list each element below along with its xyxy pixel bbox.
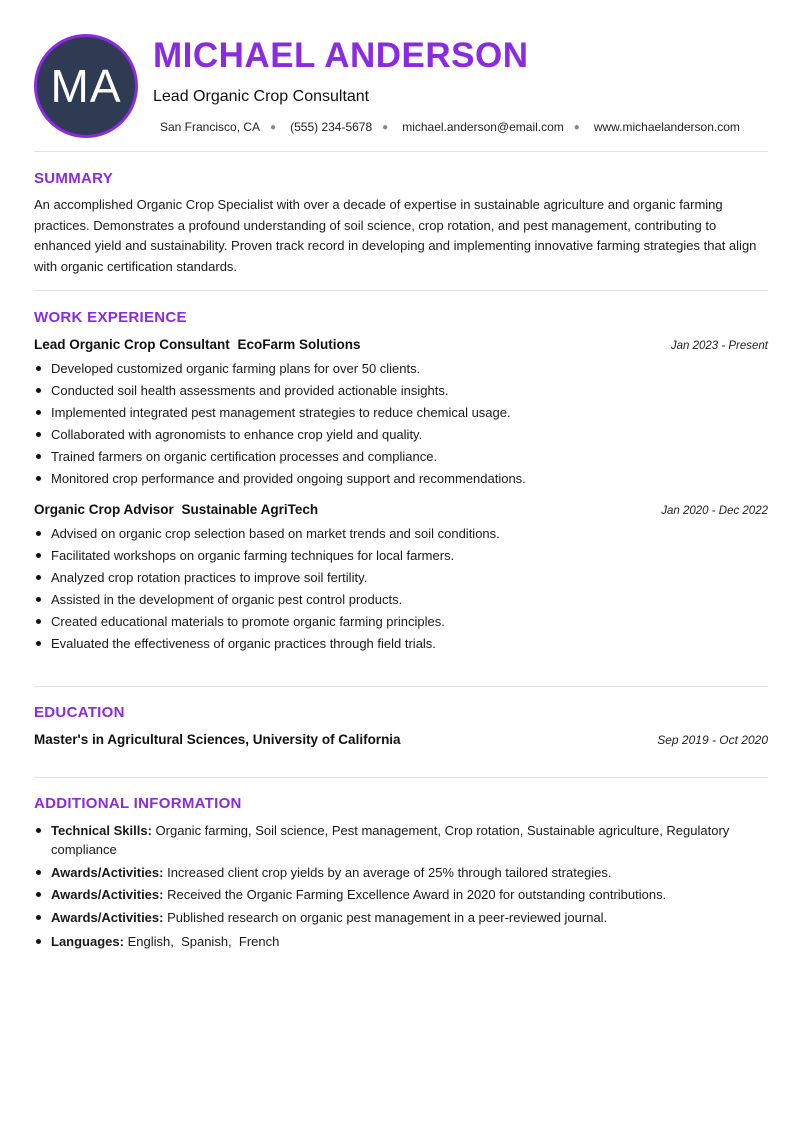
info-text: Organic farming, Soil science, Pest management, Crop rotation, Sustainable agriculture, Regulatory compliance <box>51 823 730 857</box>
bullet-icon <box>36 553 41 558</box>
bullet-text: Developed customized organic farming plans for over 50 clients. <box>51 361 421 376</box>
additional-info-section <box>34 795 768 954</box>
bullet-icon <box>36 892 41 897</box>
job-dates: Jan 2023 - Present <box>670 340 768 352</box>
info-label: Languages: <box>51 933 124 949</box>
info-label: Awards/Activities: <box>51 864 164 880</box>
list-item <box>34 567 768 589</box>
info-label: Awards/Activities: <box>51 909 164 925</box>
list-item <box>34 885 768 904</box>
bullet-text: Collaborated with agronomists to enhance crop yield and quality. <box>51 427 423 442</box>
bullet-text: Trained farmers on organic certification processes and compliance. <box>51 449 438 464</box>
bullet-text: Advised on organic crop selection based on market trends and soil conditions. <box>51 526 500 541</box>
info-text: Received the Organic Farming Excellence Award in 2020 for outstanding contributions. <box>167 887 667 902</box>
bullet-icon <box>36 641 41 646</box>
bullet-text: Analyzed crop rotation practices to improve soil fertility. <box>51 570 368 585</box>
bullet-icon <box>36 366 41 371</box>
bullet-icon <box>36 915 41 920</box>
bullet-icon <box>36 828 41 833</box>
bullet-icon <box>36 619 41 624</box>
contact-location: San Francisco, CA <box>160 120 261 134</box>
additional-info-list <box>34 821 768 951</box>
work-experience-heading: WORK EXPERIENCE <box>34 309 187 326</box>
summary-heading: SUMMARY <box>34 170 114 187</box>
job-position: Organic Crop Advisor <box>34 502 174 517</box>
job-bullets <box>34 523 768 655</box>
bullet-text: Facilitated workshops on organic farming techniques for local farmers. <box>51 548 455 563</box>
list-item <box>34 523 768 545</box>
list-item <box>34 863 768 882</box>
bullet-icon <box>36 432 41 437</box>
contact-website: www.michaelanderson.com <box>593 120 740 134</box>
separator-dot-icon: ● <box>270 121 277 133</box>
section-divider <box>34 290 768 291</box>
list-item <box>34 424 768 446</box>
bullet-icon <box>36 575 41 580</box>
bullet-icon <box>36 531 41 536</box>
info-text: Published research on organic pest management in a peer-reviewed journal. <box>167 909 608 925</box>
job-company: EcoFarm Solutions <box>237 337 361 352</box>
education-dates: Sep 2019 - Oct 2020 <box>657 733 768 747</box>
education-degree: Master's in Agricultural Sciences, University of California <box>34 732 401 747</box>
bullet-text: Evaluated the effectiveness of organic practices through field trials. <box>51 636 436 651</box>
bullet-icon <box>36 410 41 415</box>
separator-dot-icon: ● <box>382 121 389 133</box>
bullet-icon <box>36 939 41 944</box>
separator-dot-icon: ● <box>573 121 580 133</box>
info-text: English, Spanish, French <box>127 933 280 949</box>
list-item <box>34 545 768 567</box>
list-item <box>34 589 768 611</box>
list-item <box>34 932 768 951</box>
additional-info-heading: ADDITIONAL INFORMATION <box>34 795 242 812</box>
education-section <box>34 704 768 747</box>
job-title <box>34 502 318 517</box>
candidate-role: Lead Organic Crop Consultant <box>153 88 370 105</box>
bullet-icon <box>36 454 41 459</box>
avatar <box>34 34 138 138</box>
job-entry <box>34 337 768 490</box>
bullet-text: Conducted soil health assessments and provided actionable insights. <box>51 383 449 398</box>
contact-phone: (555) 234-5678 <box>290 120 373 134</box>
list-item <box>34 611 768 633</box>
list-item <box>34 402 768 424</box>
avatar-initials: MA <box>50 60 122 112</box>
bullet-text: Implemented integrated pest management strategies to reduce chemical usage. <box>51 405 511 420</box>
bullet-icon <box>36 597 41 602</box>
info-label: Awards/Activities: <box>51 887 164 902</box>
info-text: Increased client crop yields by an average of 25% through tailored strategies. <box>167 864 612 880</box>
job-dates: Jan 2020 - Dec 2022 <box>661 505 768 517</box>
job-entry <box>34 502 768 655</box>
candidate-name: MICHAEL ANDERSON <box>153 36 529 75</box>
list-item <box>34 380 768 402</box>
contact-email: michael.anderson@email.com <box>402 120 564 134</box>
section-divider <box>34 686 768 687</box>
list-item <box>34 446 768 468</box>
job-title <box>34 337 361 352</box>
job-bullets <box>34 358 768 490</box>
list-item <box>34 633 768 655</box>
section-divider <box>34 777 768 778</box>
contact-info <box>160 120 740 134</box>
work-experience-section <box>34 309 768 655</box>
bullet-icon <box>36 870 41 875</box>
bullet-text: Assisted in the development of organic pest control products. <box>51 592 403 607</box>
job-company: Sustainable AgriTech <box>181 502 319 517</box>
resume-header <box>34 0 768 152</box>
bullet-icon <box>36 476 41 481</box>
job-position: Lead Organic Crop Consultant <box>34 337 230 352</box>
list-item <box>34 908 768 927</box>
list-item <box>34 821 768 859</box>
list-item <box>34 468 768 490</box>
list-item <box>34 358 768 380</box>
resume-page <box>34 0 768 949</box>
info-label: Technical Skills: <box>51 823 152 838</box>
bullet-icon <box>36 388 41 393</box>
bullet-text: Monitored crop performance and provided ongoing support and recommendations. <box>51 471 526 486</box>
education-heading: EDUCATION <box>34 704 125 721</box>
summary-section <box>34 170 768 277</box>
summary-text: An accomplished Organic Crop Specialist with over a decade of expertise in sustainable agriculture and organic farming practices. Demonstrates a profound understanding of soil science, crop rotation, and pest management, contributing to enhanced yield and sustainability. Proven track record in developing and implementing innovative farming strategies that align with organic certification standards. <box>34 197 757 274</box>
bullet-text: Created educational materials to promote organic farming principles. <box>51 614 445 629</box>
